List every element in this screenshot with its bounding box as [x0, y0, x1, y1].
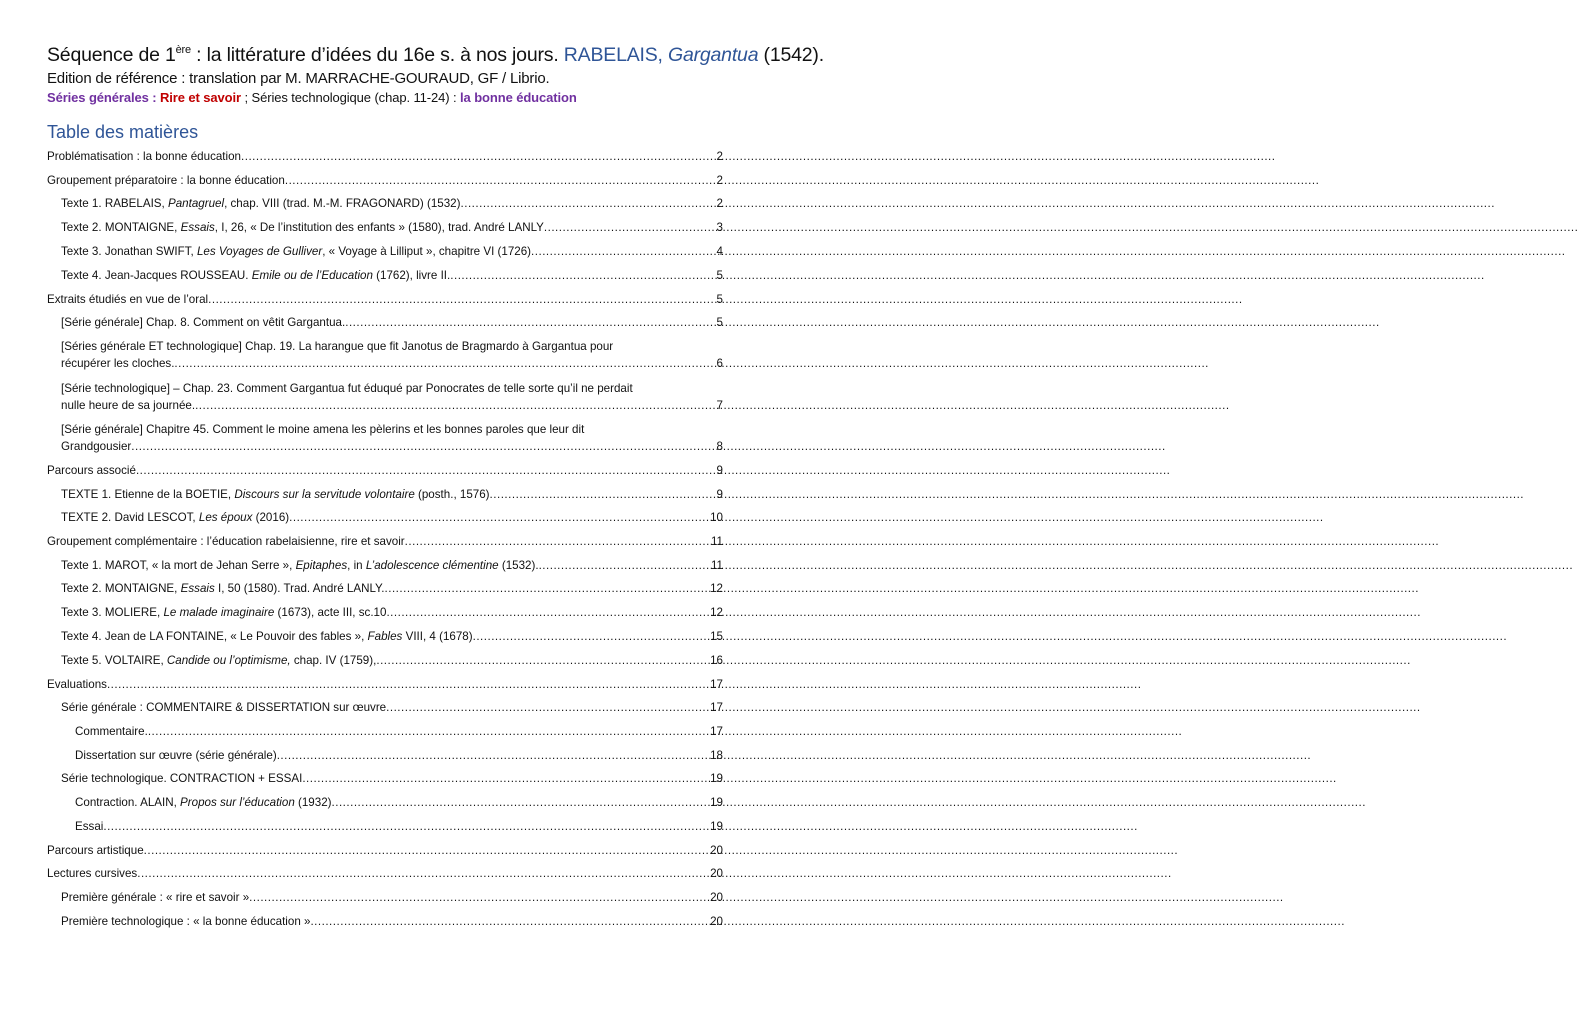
title-separator: :: [190, 44, 207, 66]
toc-page-number: 3: [716, 221, 723, 234]
toc-entry-line: [61, 604, 723, 621]
toc-entry-line: [61, 267, 723, 284]
toc-page-number: 2: [716, 197, 723, 210]
toc-text: Evaluations: [47, 678, 107, 691]
toc-entry-line: [47, 462, 723, 479]
toc-text: Texte 2. MONTAIGNE,: [61, 582, 181, 595]
toc-entry-line: [61, 652, 723, 669]
toc-text: Parcours associé: [47, 464, 136, 477]
toc-text: Texte 4. Jean-Jacques ROUSSEAU.: [61, 269, 252, 282]
toc-page-number: 20: [710, 915, 723, 928]
toc-work-title: L’adolescence clémentine: [365, 559, 499, 572]
toc-work-title: Les époux: [198, 511, 253, 524]
toc-entry[interactable]: [61, 219, 723, 236]
toc-dot-leader: [241, 148, 717, 165]
toc-page-number: 5: [716, 269, 723, 282]
toc-page-number: 5: [716, 293, 723, 306]
toc-entry[interactable]: [61, 628, 723, 645]
toc-entry-line: [61, 770, 723, 787]
toc-work-title: Emile ou de l’Education: [251, 269, 373, 282]
toc-entry[interactable]: [61, 509, 723, 526]
toc-page-number: 20: [710, 867, 723, 880]
toc-dot-leader: [249, 889, 710, 906]
toc-dot-leader: [103, 818, 710, 835]
toc-dot-leader: [450, 267, 716, 284]
sequence-topic: la littérature d’idées du 16e s. à nos jours.: [206, 44, 564, 66]
toc-page-number: 11: [710, 535, 723, 548]
author-name: RABELAIS: [563, 44, 658, 66]
toc-entry-line: [61, 557, 723, 574]
toc-entry[interactable]: [61, 380, 723, 414]
toc-entry-line: [75, 818, 723, 835]
toc-entry[interactable]: [75, 794, 723, 811]
toc-entry[interactable]: [47, 148, 723, 165]
toc-entry[interactable]: [61, 770, 723, 787]
toc-text: Parcours artistique: [47, 844, 144, 857]
toc-work-title: Discours sur la servitude volontaire: [234, 488, 415, 501]
toc-page-number: 19: [710, 796, 723, 809]
toc-dot-leader: [405, 533, 711, 550]
toc-entry-title: [61, 604, 386, 621]
toc-entry-title: [47, 291, 208, 308]
toc-entry-line: [47, 676, 723, 693]
toc-dot-leader: [107, 676, 710, 693]
toc-entry-line: [61, 219, 723, 236]
toc-entry-title: [61, 195, 461, 212]
toc-page-number: 5: [716, 316, 723, 329]
toc-entry[interactable]: [61, 699, 723, 716]
toc-page-number: 16: [710, 654, 723, 667]
toc-entry[interactable]: [61, 652, 723, 669]
toc-work-title: Les Voyages de Gulliver: [196, 245, 323, 258]
toc-work-title: Fables: [367, 630, 403, 643]
toc-entry[interactable]: [75, 723, 723, 740]
toc-text: Grandgousier: [61, 440, 132, 453]
toc-text: chap. IV (1759),: [290, 654, 377, 667]
toc-text: Texte 1. RABELAIS,: [61, 197, 168, 210]
reference-edition: Edition de référence : translation par M. MARRACHE-GOURAUD, GF / Librio.: [47, 70, 550, 87]
toc-entry[interactable]: [61, 267, 723, 284]
toc-page-number: 10: [710, 511, 723, 524]
toc-text: (1532).: [498, 559, 539, 572]
sequence-title: [47, 44, 824, 67]
toc-page-number: 2: [716, 150, 723, 163]
toc-text: Texte 1. MAROT, « la mort de Jehan Serre »,: [61, 559, 296, 572]
toc-entry-title: [61, 397, 195, 414]
toc-entry[interactable]: [61, 580, 723, 597]
toc-dot-leader: [310, 913, 710, 930]
toc-text: , I, 26, « De l’institution des enfants » (1580), trad. André LANLY: [214, 221, 544, 234]
toc-text: Texte 3. MOLIERE,: [61, 606, 164, 619]
toc-text: Groupement préparatoire : la bonne éducation: [47, 174, 285, 187]
toc-entry-title: [61, 355, 174, 372]
toc-entry[interactable]: [61, 338, 723, 372]
toc-dot-leader: [490, 486, 717, 503]
toc-text: VIII, 4 (1678): [402, 630, 473, 643]
toc-entry[interactable]: [61, 243, 723, 260]
toc-entry-title: [47, 842, 144, 859]
toc-entry-title: [61, 557, 539, 574]
toc-entry-title: [61, 243, 531, 260]
toc-text: Extraits étudiés en vue de l’oral: [47, 293, 209, 306]
toc-work-title: Candide ou l’optimisme,: [166, 654, 291, 667]
toc-dot-leader: [131, 438, 716, 455]
toc-entry[interactable]: [47, 842, 723, 859]
toc-text: Texte 4. Jean de LA FONTAINE, « Le Pouvoir des fables »,: [61, 630, 368, 643]
series-techno-label: ; Séries technologique (chap. 11-24) :: [240, 90, 461, 105]
toc-text: (1932): [294, 796, 332, 809]
toc-entry-line: [47, 172, 723, 189]
sequence-prefix: Séquence de 1: [47, 44, 176, 66]
toc-dot-leader: [531, 243, 717, 260]
toc-entry[interactable]: [47, 462, 723, 479]
toc-dot-leader: [386, 604, 710, 621]
toc-entry-line: [75, 723, 723, 740]
toc-text: (1762), livre II.: [372, 269, 451, 282]
toc-entry[interactable]: [61, 913, 723, 930]
toc-page-number: 20: [710, 844, 723, 857]
toc-page-number: 8: [716, 440, 723, 453]
series-line: [47, 90, 577, 105]
toc-page-number: 11: [710, 559, 723, 572]
toc-dot-leader: [137, 865, 710, 882]
toc-entry[interactable]: [61, 604, 723, 621]
toc-dot-leader: [473, 628, 710, 645]
toc-entry[interactable]: [47, 291, 723, 308]
toc-dot-leader: [174, 355, 716, 372]
toc-page-number: 20: [710, 891, 723, 904]
work-year: (1542).: [758, 44, 824, 66]
toc-title: Table des matières: [47, 122, 199, 142]
toc-dot-leader: [461, 195, 717, 212]
toc-entry-title: [75, 747, 277, 764]
toc-dot-leader: [144, 842, 710, 859]
toc-entry-line: [61, 486, 723, 503]
toc-text: Contraction. ALAIN,: [75, 796, 181, 809]
toc-dot-leader: [544, 219, 717, 236]
toc-work-title: Essais: [180, 221, 215, 234]
toc-entry-line: [47, 533, 723, 550]
toc-dot-leader: [195, 397, 716, 414]
toc-text: (2016): [252, 511, 290, 524]
toc-page-number: 12: [710, 606, 723, 619]
toc-page-number: 15: [710, 630, 723, 643]
toc-entry-line: [47, 842, 723, 859]
toc-entry-title: [61, 770, 302, 787]
series-techno-theme: la bonne éducation: [460, 90, 577, 105]
toc-dot-leader: [345, 314, 716, 331]
toc-text: , chap. VIII (trad. M.-M. FRAGONARD) (1532): [224, 197, 461, 210]
series-general-label: Séries générales :: [47, 90, 160, 105]
toc-page-number: 9: [716, 488, 723, 501]
toc-entry-title: [61, 889, 249, 906]
toc-dot-leader: [148, 723, 710, 740]
toc-page-number: 19: [710, 820, 723, 833]
toc-entry-line: [61, 355, 723, 372]
toc-entry-title: [61, 580, 385, 597]
toc-page-number: 19: [710, 772, 723, 785]
toc-text: [Série générale] Chap. 8. Comment on vêtit Gargantua.: [61, 316, 346, 329]
toc-entry-title: [75, 794, 332, 811]
toc-page-number: 2: [716, 174, 723, 187]
toc-entry-line: [61, 913, 723, 930]
toc-entry-first-line: [Séries générale ET technologique] Chap. 19. La harangue que fit Janotus de Bragmardo à Gargantua pour: [61, 340, 614, 353]
toc-entry-title: [61, 913, 310, 930]
toc-entry[interactable]: [47, 172, 723, 189]
toc-text: Série générale : COMMENTAIRE & DISSERTATION sur œuvre: [61, 701, 387, 714]
toc-entry-line: [61, 195, 723, 212]
toc-entry[interactable]: [61, 314, 723, 331]
toc-text: Lectures cursives: [47, 867, 138, 880]
toc-entry-line: [61, 509, 723, 526]
toc-work-title: Epitaphes: [295, 559, 348, 572]
toc-page-number: 18: [710, 749, 723, 762]
toc-entry-first-line: [Série générale] Chapitre 45. Comment le moine amena les pèlerins et les bonnes paroles que leur dit: [61, 423, 585, 436]
toc-entry[interactable]: [61, 486, 723, 503]
toc-entry-line: [61, 243, 723, 260]
toc-entry-title: [61, 314, 345, 331]
toc-entry-line: [61, 397, 723, 414]
toc-work-title: Propos sur l’éducation: [180, 796, 295, 809]
toc-entry-title: [47, 533, 405, 550]
toc-entry-line: [61, 314, 723, 331]
toc-entry-first-line: [Série technologique] – Chap. 23. Comment Gargantua fut éduqué par Ponocrates de telle sorte qu’il ne perdait: [61, 382, 633, 395]
toc-entry[interactable]: [75, 747, 723, 764]
toc-text: (1673), acte III, sc.10: [274, 606, 387, 619]
toc-entry[interactable]: [47, 533, 723, 550]
toc-entry-title: [61, 509, 289, 526]
toc-text: Groupement complémentaire : l’éducation rabelaisienne, rire et savoir: [47, 535, 405, 548]
toc-dot-leader: [332, 794, 711, 811]
toc-work-title: Pantagruel: [167, 197, 225, 210]
toc-entry[interactable]: [61, 889, 723, 906]
toc-entry-line: [75, 794, 723, 811]
toc-entry-title: [75, 818, 103, 835]
toc-text: nulle heure de sa journée.: [61, 399, 196, 412]
toc-page-number: 6: [716, 357, 723, 370]
author-comma: ,: [657, 44, 668, 66]
toc-entry-title: [61, 652, 376, 669]
toc-work-title: Le malade imaginaire: [163, 606, 275, 619]
toc-dot-leader: [208, 291, 716, 308]
toc-entry-line: [47, 865, 723, 882]
toc-entry-title: [75, 723, 148, 740]
toc-entry-title: [61, 219, 544, 236]
toc-entry[interactable]: [61, 195, 723, 212]
toc-entry-title: [47, 462, 136, 479]
toc-dot-leader: [285, 172, 717, 189]
toc-text: Problématisation : la bonne éducation: [47, 150, 242, 163]
toc-entry[interactable]: [61, 421, 723, 455]
toc-entry[interactable]: [47, 676, 723, 693]
toc-page-number: 12: [710, 582, 723, 595]
toc-dot-leader: [136, 462, 717, 479]
toc-dot-leader: [289, 509, 710, 526]
toc-text: Première technologique : « la bonne éducation »: [61, 915, 311, 928]
toc-entry-title: [47, 865, 137, 882]
toc-text: Commentaire.: [75, 725, 148, 738]
toc-text: récupérer les cloches.: [61, 357, 175, 370]
toc-entry-line: [61, 889, 723, 906]
toc-text: Texte 3. Jonathan SWIFT,: [61, 245, 197, 258]
series-general-theme: Rire et savoir: [160, 90, 241, 105]
toc-dot-leader: [277, 747, 710, 764]
toc-dot-leader: [376, 652, 710, 669]
toc-text: , « Voyage à Lilliput », chapitre VI (1726): [322, 245, 532, 258]
toc-entry[interactable]: [47, 865, 723, 882]
toc-entry-line: [61, 628, 723, 645]
toc-work-title: Essais: [180, 582, 215, 595]
toc-dot-leader: [302, 770, 710, 787]
toc-entry-line: [75, 747, 723, 764]
toc-entry-title: [47, 148, 241, 165]
toc-text: Dissertation sur œuvre (série générale): [75, 749, 277, 762]
work-title: Gargantua: [667, 44, 759, 66]
toc-text: Première générale : « rire et savoir »: [61, 891, 250, 904]
toc-entry-title: [47, 172, 285, 189]
ordinal-superscript: ère: [175, 44, 191, 56]
toc-entry-line: [61, 699, 723, 716]
toc-entry-line: [61, 438, 723, 455]
toc-text: TEXTE 1. Etienne de la BOETIE,: [61, 488, 235, 501]
toc-entry-line: [47, 148, 723, 165]
toc-text: I, 50 (1580). Trad. André LANLY.: [214, 582, 385, 595]
toc-entry-title: [61, 486, 490, 503]
toc-text: (posth., 1576): [414, 488, 490, 501]
toc-entry-line: [47, 291, 723, 308]
toc-text: TEXTE 2. David LESCOT,: [61, 511, 199, 524]
toc-text: Essai: [75, 820, 104, 833]
toc-page-number: 17: [710, 725, 723, 738]
toc-text: , in: [347, 559, 366, 572]
toc-page-number: 17: [710, 678, 723, 691]
toc-entry[interactable]: [75, 818, 723, 835]
toc-entry-title: [61, 438, 131, 455]
toc-page-number: 9: [716, 464, 723, 477]
toc-entry-title: [47, 676, 107, 693]
toc-page-number: 17: [710, 701, 723, 714]
toc-entry-title: [61, 628, 473, 645]
toc-entry-line: [61, 580, 723, 597]
toc-text: Série technologique. CONTRACTION + ESSAI: [61, 772, 303, 785]
toc-text: Texte 5. VOLTAIRE,: [61, 654, 167, 667]
toc-entry[interactable]: [61, 557, 723, 574]
toc-page-number: 4: [716, 245, 723, 258]
toc-dot-leader: [539, 557, 711, 574]
toc-entry-title: [61, 699, 386, 716]
toc-dot-leader: [385, 580, 711, 597]
toc-dot-leader: [386, 699, 710, 716]
toc-text: Texte 2. MONTAIGNE,: [61, 221, 181, 234]
toc-entry-title: [61, 267, 450, 284]
toc-page-number: 7: [716, 399, 723, 412]
